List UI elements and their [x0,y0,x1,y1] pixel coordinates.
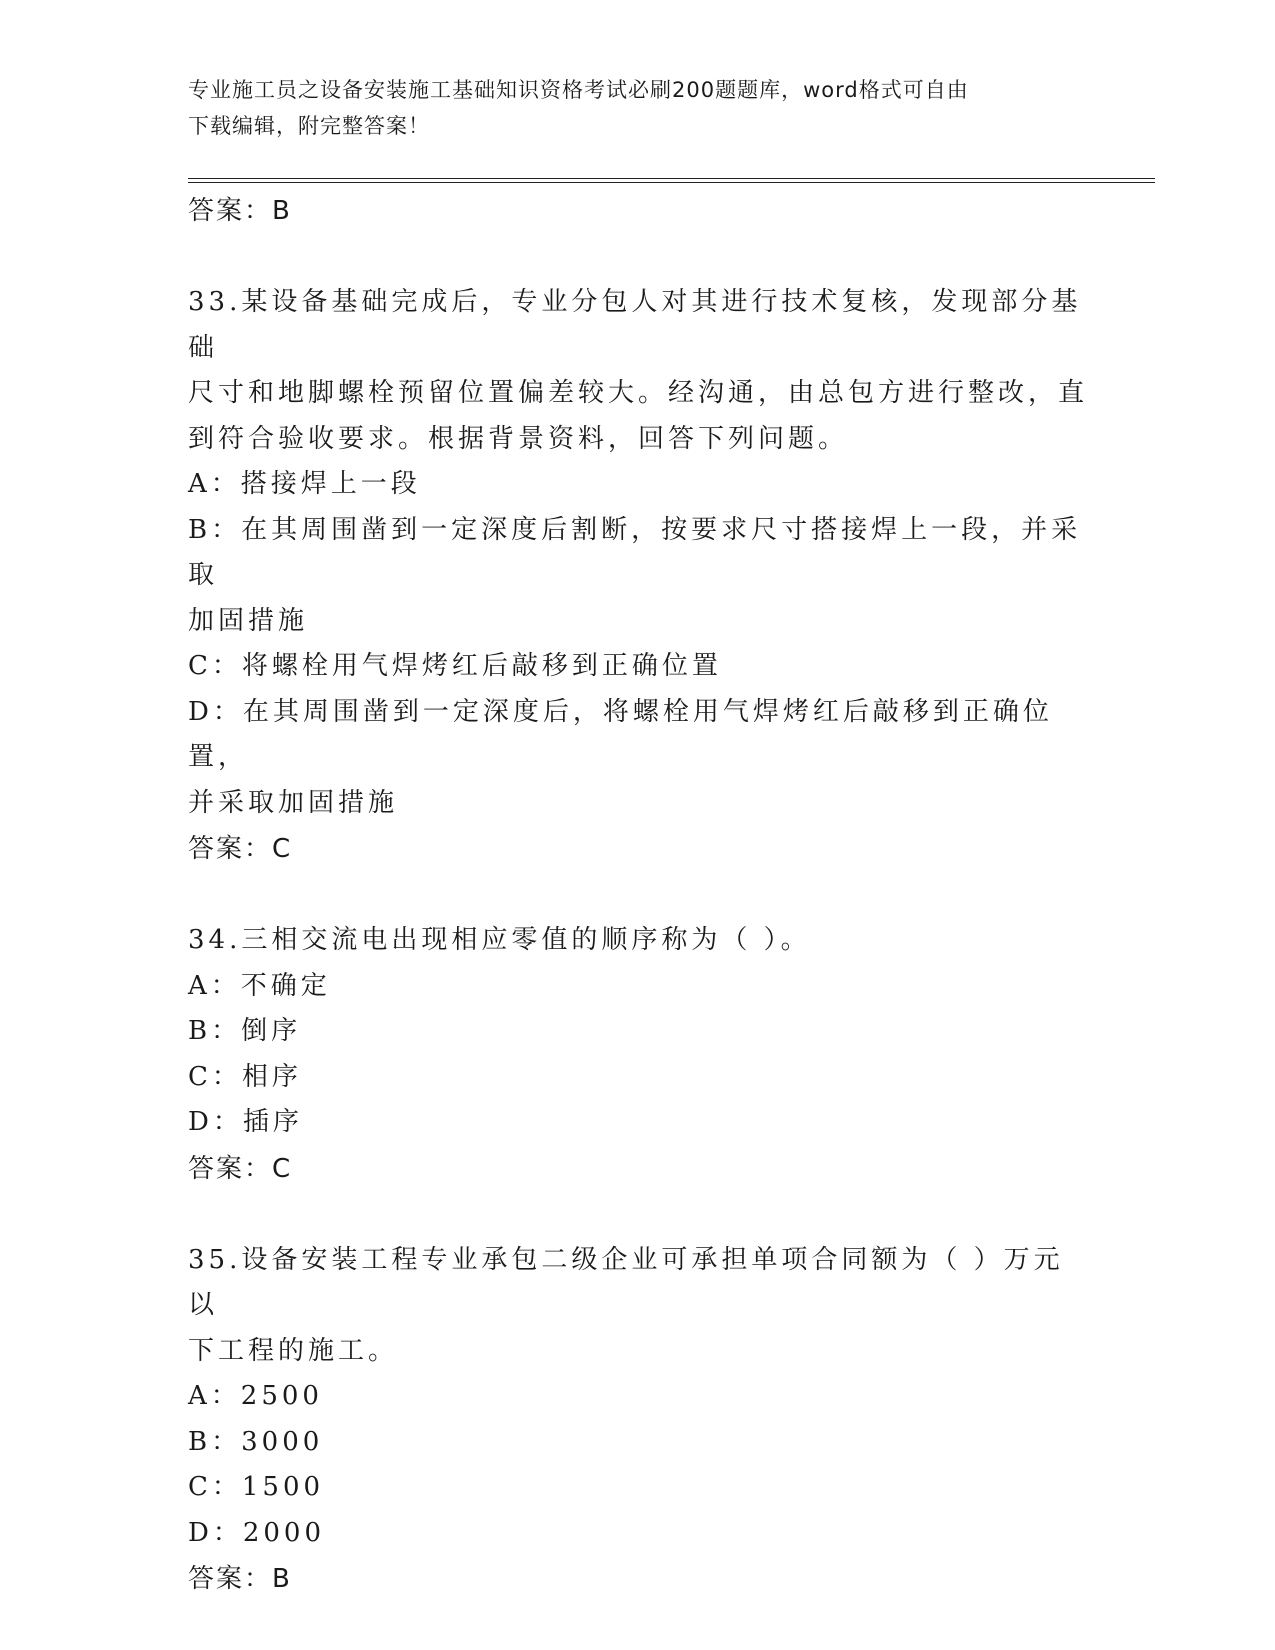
question-34 [188,918,1088,1192]
option-b [188,1420,1088,1466]
option-line: 加固措施 [188,605,309,636]
option-d [188,690,1088,827]
question-text-line: 35.设备安装工程专业承包二级企业可承担单项合同额为（ ）万元以 [188,1244,1064,1320]
option-line: A：搭接焊上一段 [188,469,421,499]
option-line: D：在其周围凿到一定深度后，将螺栓用气焊烤红后敲移到正确位置， [188,696,1053,772]
option-line: B：在其周围凿到一定深度后割断，按要求尺寸搭接焊上一段，并采取 [188,514,1082,590]
question-text [188,1238,1088,1375]
question-text [188,280,1088,462]
option-a [188,462,1088,508]
question-text-line: 到符合验收要求。根据背景资料，回答下列问题。 [188,423,849,454]
document-body [188,188,1088,1602]
option-d [188,1100,1088,1146]
header-line-2: 下载编辑，附完整答案！ [188,114,430,138]
answer: 答案：C [188,834,293,864]
option-line: A：2500 [188,1381,323,1411]
option-line: D：插序 [188,1107,303,1137]
question-33 [188,280,1088,872]
question-35 [188,1238,1088,1603]
question-text [188,918,1088,964]
page-header [188,72,1068,144]
option-line: D：2000 [188,1517,326,1548]
option-b [188,1009,1088,1055]
option-b [188,508,1088,645]
option-c [188,1055,1088,1101]
question-text-line: 尺寸和地脚螺栓预留位置偏差较大。经沟通，由总包方进行整改，直 [188,378,1089,408]
option-line: B：3000 [188,1426,324,1457]
question-text-line: 下工程的施工。 [188,1335,399,1366]
header-divider [188,178,1155,183]
answer: 答案：B [188,1564,292,1594]
option-a [188,964,1088,1010]
option-line: C：将螺栓用气焊烤红后敲移到正确位置 [188,651,722,681]
option-line: C：1500 [188,1472,325,1502]
option-c [188,644,1088,690]
question-text-line: 33.某设备基础完成后，专业分包人对其进行技术复核，发现部分基础 [188,287,1082,363]
option-line: A：不确定 [188,970,331,1001]
answer: 答案：C [188,1153,293,1184]
option-line: C：相序 [188,1061,302,1092]
header-line-1: 专业施工员之设备安装施工基础知识资格考试必刷200题题库，word格式可自由 [188,78,969,102]
option-c [188,1465,1088,1511]
question-text-line: 34.三相交流电出现相应零值的顺序称为（ ）。 [188,925,811,955]
previous-answer: 答案：B [188,196,292,226]
option-line: B：倒序 [188,1016,302,1046]
option-a [188,1374,1088,1420]
option-d [188,1511,1088,1557]
option-line: 并采取加固措施 [188,787,399,818]
